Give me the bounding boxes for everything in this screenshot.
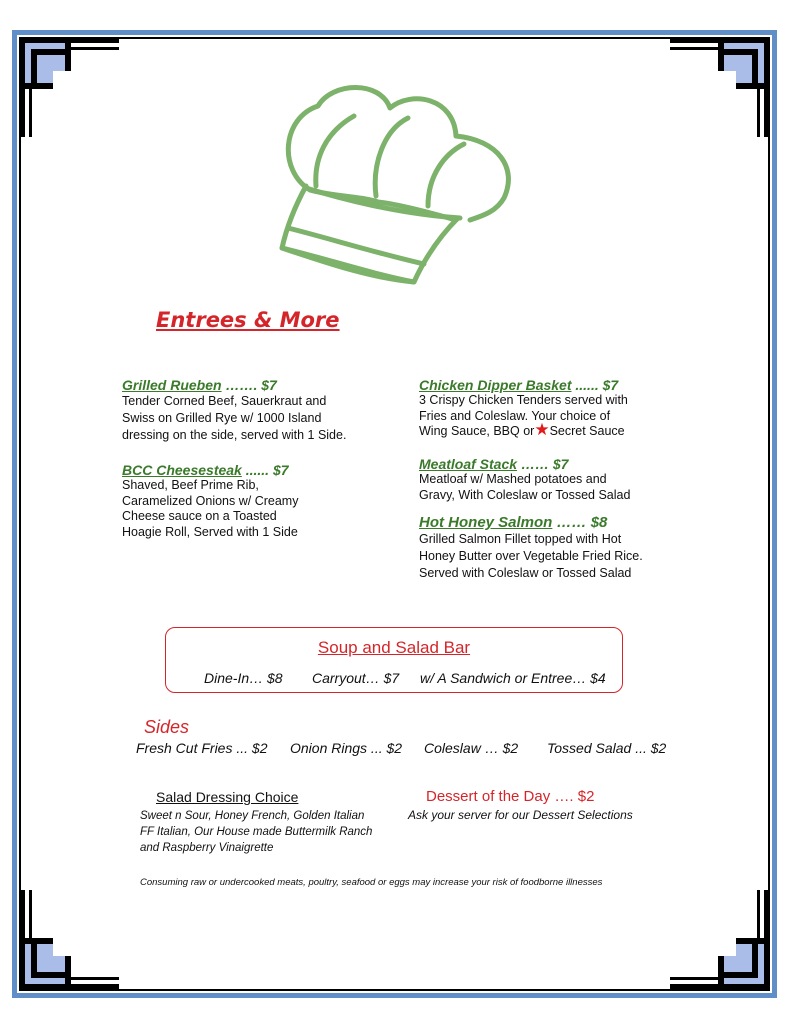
item-price: …… $8 bbox=[556, 514, 608, 531]
item-name: BCC Cheesesteak bbox=[122, 462, 242, 478]
item-name: Grilled Rueben bbox=[122, 377, 222, 393]
side-item: Tossed Salad ... $2 bbox=[547, 740, 667, 756]
menu-item-chicken-dipper-basket bbox=[419, 377, 719, 440]
corner-ornament-icon bbox=[670, 890, 770, 990]
soup-option-with-sandwich: w/ A Sandwich or Entree… $4 bbox=[420, 670, 606, 686]
item-description: Meatloaf w/ Mashed potatoes and Gravy, With Coleslaw or Tossed Salad bbox=[419, 472, 631, 502]
page-title: Entrees & More bbox=[156, 308, 340, 332]
item-price: …… $7 bbox=[520, 456, 569, 472]
soup-option-carryout: Carryout… $7 bbox=[312, 670, 400, 686]
item-name: Meatloaf Stack bbox=[419, 456, 518, 472]
chef-hat-icon bbox=[268, 78, 523, 288]
item-description: 3 Crispy Chicken Tenders served with Fries and Coleslaw. Your choice of Wing Sauce, BBQ or★Secret Sauce bbox=[419, 393, 628, 439]
item-description: Shaved, Beef Prime Rib, Caramelized Onions w/ Creamy Cheese sauce on a Toasted Hoagie Roll, Served with 1 Side bbox=[122, 478, 299, 539]
item-name: Chicken Dipper Basket bbox=[419, 377, 572, 393]
menu-item-bcc-cheesesteak bbox=[122, 462, 392, 540]
corner-ornament-icon bbox=[19, 37, 119, 137]
salad-dressing-list: Sweet n Sour, Honey French, Golden Italian FF Italian, Our House made Buttermilk Ranch and Raspberry Vinaigrette bbox=[140, 810, 373, 854]
sides-title: Sides bbox=[144, 717, 190, 737]
menu-item-hot-honey-salmon bbox=[419, 514, 719, 582]
item-price: ...... $7 bbox=[575, 377, 619, 393]
menu-item-meatloaf-stack bbox=[419, 456, 719, 503]
side-item: Onion Rings ... $2 bbox=[290, 740, 403, 756]
side-item: Fresh Cut Fries ... $2 bbox=[136, 740, 268, 756]
side-item: Coleslaw … $2 bbox=[424, 740, 519, 756]
dessert-description: Ask your server for our Dessert Selections bbox=[408, 808, 633, 822]
soup-salad-box bbox=[165, 627, 623, 693]
soup-salad-title: Soup and Salad Bar bbox=[317, 638, 471, 657]
corner-ornament-icon bbox=[670, 37, 770, 137]
menu-item-grilled-rueben bbox=[122, 377, 392, 444]
item-price: ...... $7 bbox=[245, 462, 289, 478]
food-safety-disclaimer: Consuming raw or undercooked meats, poultry, seafood or eggs may increase your risk of foodborne illnesses bbox=[140, 877, 603, 888]
salad-dressing-title: Salad Dressing Choice bbox=[156, 789, 299, 805]
item-description: Tender Corned Beef, Sauerkraut and Swiss on Grilled Rye w/ 1000 Island dressing on the side, served with 1 Side. bbox=[122, 394, 347, 442]
item-price: ……. $7 bbox=[225, 377, 277, 393]
corner-ornament-icon bbox=[19, 890, 119, 990]
dessert-title: Dessert of the Day …. $2 bbox=[426, 788, 595, 805]
item-description: Grilled Salmon Fillet topped with Hot Honey Butter over Vegetable Fried Rice. Served with Coleslaw or Tossed Salad bbox=[419, 532, 643, 580]
soup-option-dine-in: Dine-In… $8 bbox=[204, 670, 283, 686]
star-icon: ★ bbox=[534, 420, 550, 439]
item-name: Hot Honey Salmon bbox=[419, 514, 553, 531]
